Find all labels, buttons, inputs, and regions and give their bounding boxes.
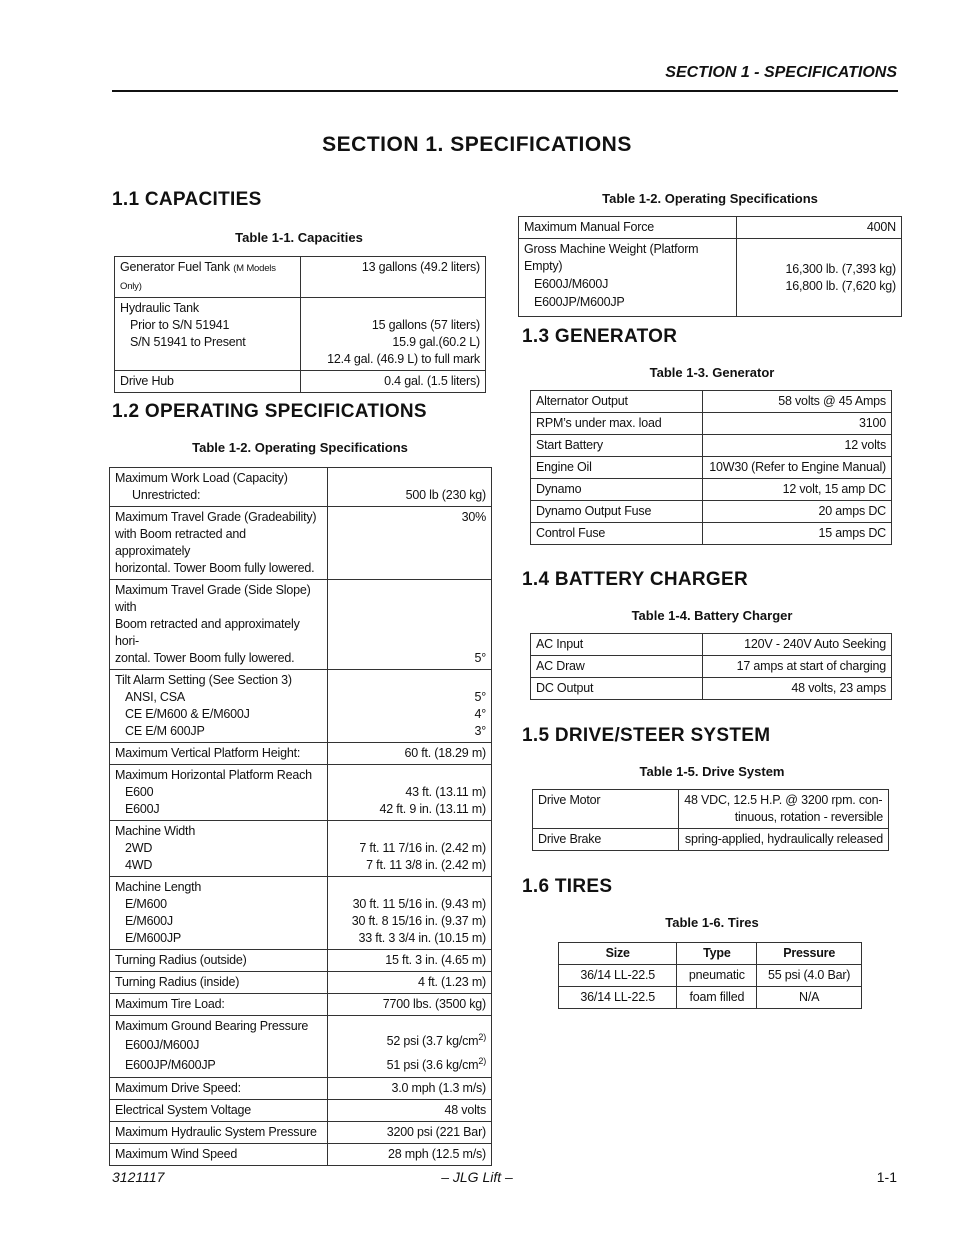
cell-label: Control Fuse (531, 523, 703, 545)
table-row: Maximum Manual Force 400N (519, 217, 902, 239)
table-row (531, 457, 892, 479)
table-row (531, 523, 892, 545)
table-row (531, 656, 892, 678)
table-row: 36/14 LL-22.5 pneumatic 55 psi (4.0 Bar) (559, 965, 862, 987)
table-row (531, 501, 892, 523)
header-rule (112, 90, 898, 92)
cell-label: AC Input (531, 634, 703, 656)
table-row (531, 413, 892, 435)
cell-value: 12 volt, 15 amp DC (702, 479, 891, 501)
drive-heading: 1.5 DRIVE/STEER SYSTEM (522, 725, 771, 746)
cell-label: Engine Oil (531, 457, 703, 479)
cell-value: 10W30 (Refer to Engine Manual) (702, 457, 891, 479)
capacities-caption: Table 1-1. Capacities (235, 230, 363, 245)
cell-label: DC Output (531, 678, 703, 700)
cell-value: 12 volts (702, 435, 891, 457)
table-row: Drive Motor 48 VDC, 12.5 H.P. @ 3200 rpm. con- tinuous, rotation - reversible (533, 790, 889, 829)
tires-heading: 1.6 TIRES (522, 876, 613, 897)
tires-table (558, 942, 862, 1009)
cell-value: 58 volts @ 45 Amps (702, 391, 891, 413)
cell-value: 15 amps DC (702, 523, 891, 545)
table-row: Drive Brake spring-applied, hydraulically released (533, 829, 889, 851)
cell-label: Generator Fuel Tank (M Models Only) (115, 257, 301, 298)
capacities-table (114, 256, 486, 393)
column-header: Pressure (757, 943, 862, 965)
generator-heading: 1.3 GENERATOR (522, 326, 678, 347)
charger-table (530, 633, 892, 700)
tires-caption: Table 1-6. Tires (665, 915, 759, 930)
table-row: Gross Machine Weight (Platform Empty) E600J/M600J E600JP/M600JP 16,300 lb. (7,393 kg) 16,800 lb. (7,620 kg) (519, 239, 902, 317)
table-row: Machine Width 2WD 4WD 7 ft. 11 7/16 in. (2.42 m) 7 ft. 11 3/8 in. (2.42 m) (110, 821, 492, 877)
cell-value: 3100 (702, 413, 891, 435)
cell-value: 120V - 240V Auto Seeking (702, 634, 892, 656)
table-row (115, 371, 486, 393)
operating-cont-caption: Table 1-2. Operating Specifications (602, 191, 818, 206)
cell-label: Hydraulic Tank Prior to S/N 51941 S/N 51941 to Present (115, 298, 301, 371)
footer-brand: – JLG Lift – (441, 1169, 513, 1185)
page-title: SECTION 1. SPECIFICATIONS (322, 133, 632, 156)
table-row: Electrical System Voltage 48 volts (110, 1100, 492, 1122)
table-row: Maximum Wind Speed 28 mph (12.5 m/s) (110, 1144, 492, 1166)
cell-value: 13 gallons (49.2 liters) (300, 257, 485, 298)
table-row: Maximum Horizontal Platform Reach E600 E600J 43 ft. (13.11 m) 42 ft. 9 in. (13.11 m) (110, 765, 492, 821)
cell-value: 20 amps DC (702, 501, 891, 523)
table-header-row (559, 943, 862, 965)
cell-label: Drive Hub (115, 371, 301, 393)
table-row (531, 391, 892, 413)
table-row (531, 435, 892, 457)
drive-table (532, 789, 889, 851)
table-row: Turning Radius (inside) 4 ft. (1.23 m) (110, 972, 492, 994)
charger-heading: 1.4 BATTERY CHARGER (522, 569, 748, 590)
column-header: Size (559, 943, 677, 965)
generator-caption: Table 1-3. Generator (649, 365, 775, 380)
column-header: Type (677, 943, 757, 965)
operating-table (109, 467, 492, 1166)
table-row: Tilt Alarm Setting (See Section 3) ANSI, CSA CE E/M600 & E/M600J CE E/M 600JP 5° 4° 3° (110, 670, 492, 743)
table-row: Maximum Travel Grade (Gradeability) with Boom retracted and approximately horizontal. Tower Boom fully lowered. 30% (110, 507, 492, 580)
table-row: 36/14 LL-22.5 foam filled N/A (559, 987, 862, 1009)
table-row: Maximum Hydraulic System Pressure 3200 psi (221 Bar) (110, 1122, 492, 1144)
cell-label: Start Battery (531, 435, 703, 457)
cell-label: Dynamo Output Fuse (531, 501, 703, 523)
operating-caption: Table 1-2. Operating Specifications (192, 440, 408, 455)
operating-cont-table (518, 216, 902, 317)
generator-table (530, 390, 892, 545)
cell-value: 17 amps at start of charging (702, 656, 892, 678)
charger-caption: Table 1-4. Battery Charger (631, 608, 793, 623)
table-row: Maximum Vertical Platform Height: 60 ft. (18.29 m) (110, 743, 492, 765)
table-row (115, 257, 486, 298)
cell-label: AC Draw (531, 656, 703, 678)
document-number: 3121117 (112, 1169, 165, 1185)
table-row (531, 678, 892, 700)
table-row: Maximum Tire Load: 7700 lbs. (3500 kg) (110, 994, 492, 1016)
running-header: SECTION 1 - SPECIFICATIONS (665, 64, 897, 81)
capacities-heading: 1.1 CAPACITIES (112, 189, 262, 210)
page-number: 1-1 (876, 1169, 897, 1185)
table-row: Maximum Travel Grade (Side Slope) with Boom retracted and approximately hori- zontal. Tower Boom fully lowered. 5° (110, 580, 492, 670)
table-row: Maximum Ground Bearing Pressure E600J/M600J E600JP/M600JP 52 psi (3.7 $kg/cm^{2)}$ 51 psi (3.6 $kg/cm^{2)}$ (110, 1016, 492, 1078)
drive-caption: Table 1-5. Drive System (639, 764, 785, 779)
table-row (115, 298, 486, 371)
cell-label: RPM’s under max. load (531, 413, 703, 435)
table-row (531, 634, 892, 656)
cell-value: 48 volts, 23 amps (702, 678, 892, 700)
operating-heading: 1.2 OPERATING SPECIFICATIONS (112, 401, 427, 422)
table-row: Maximum Drive Speed: 3.0 mph (1.3 m/s) (110, 1078, 492, 1100)
cell-label: Alternator Output (531, 391, 703, 413)
table-row: Machine Length E/M600 E/M600J E/M600JP 30 ft. 11 5/16 in. (9.43 m) 30 ft. 8 15/16 in. (9.37 m) 33 ft. 3 3/4 in. (10.15 m) (110, 877, 492, 950)
cell-value: 15 gallons (57 liters) 15.9 gal.(60.2 L) 12.4 gal. (46.9 L) to full mark (300, 298, 485, 371)
table-row: Turning Radius (outside) 15 ft. 3 in. (4.65 m) (110, 950, 492, 972)
table-row: Maximum Work Load (Capacity) Unrestricted: 500 lb (230 kg) (110, 468, 492, 507)
table-row (531, 479, 892, 501)
cell-value: 0.4 gal. (1.5 liters) (300, 371, 485, 393)
cell-label: Dynamo (531, 479, 703, 501)
